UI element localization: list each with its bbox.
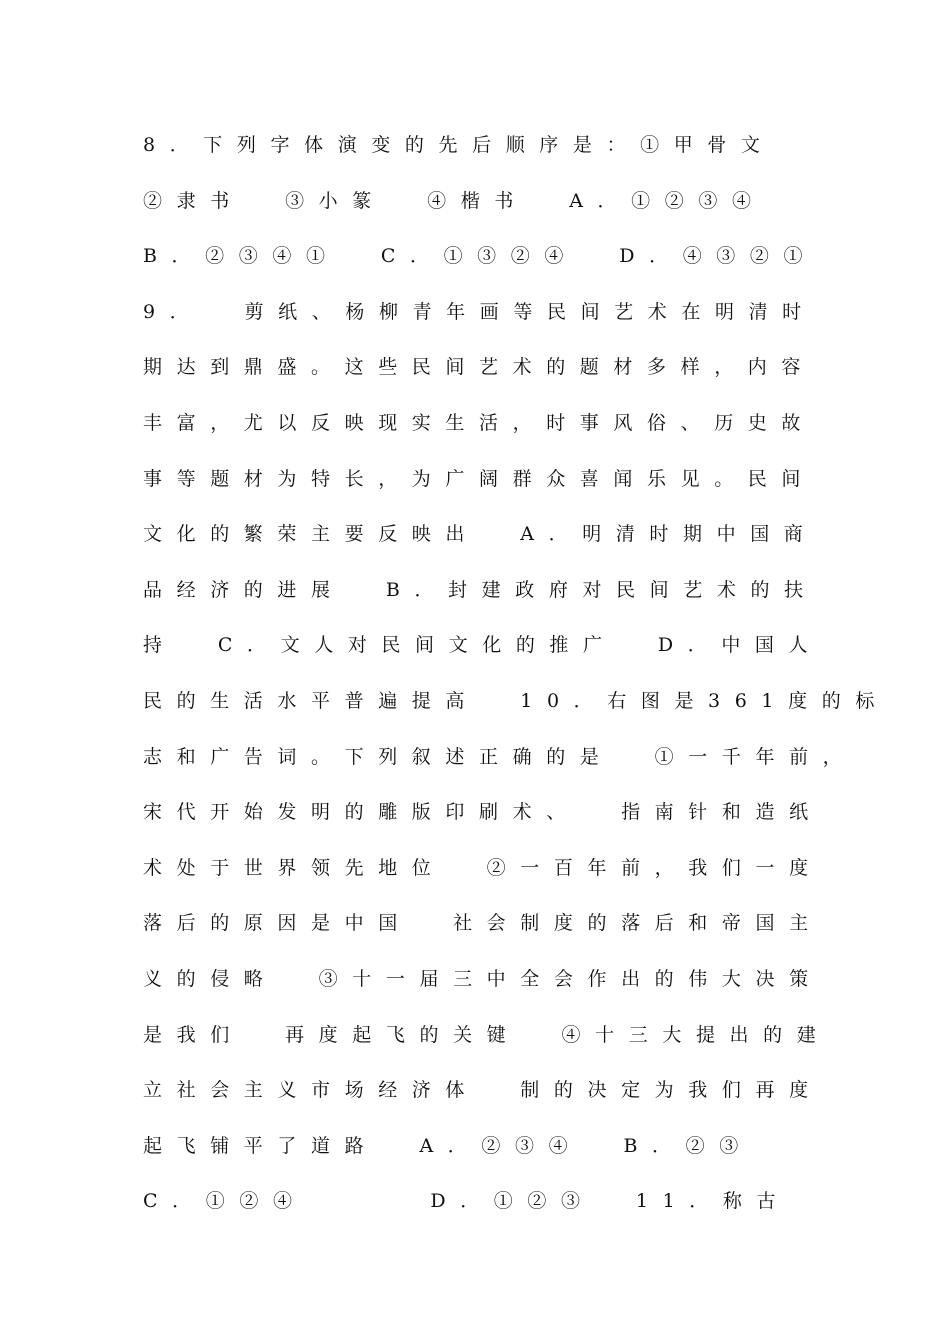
text-line: B．②③④① C．①③②④ D．④③②①: [143, 245, 818, 268]
text-line: 宋代开始发明的雕版印刷术、 指南针和造纸: [143, 801, 823, 824]
text-line: 义的侵略 ③十一届三中全会作出的伟大决策: [143, 967, 823, 990]
text-line: 立社会主义市场经济体 制的决定为我们再度: [143, 1079, 823, 1102]
text-line: 持 C．文人对民间文化的推广 D．中国人: [143, 634, 823, 657]
text-line: 落后的原因是中国 社会制度的落后和帝国主: [143, 912, 823, 935]
text-line: 期达到鼎盛。这些民间艺术的题材多样，内容: [143, 356, 816, 379]
text-line: 8．下列字体演变的先后顺序是：①甲骨文: [143, 134, 775, 156]
text-line: 事等题材为特长，为广阔群众喜闻乐见。民间: [143, 467, 816, 490]
text-line: 民的生活水平普遍提高 10．右图是361度的标: [143, 689, 889, 712]
text-line: 志和广告词。下列叙述正确的是 ①一千年前，: [143, 745, 857, 768]
text-line: 品经济的进展 B．封建政府对民间艺术的扶: [143, 578, 818, 601]
text-line: 起飞铺平了道路 A．②③④ B．②③: [143, 1134, 753, 1157]
text-line: C．①②④ D．①②③ 11．称古: [143, 1190, 791, 1213]
question-text-block: [143, 127, 889, 1239]
text-line: 丰富，尤以反映现实生活，时事风俗、历史故: [143, 411, 816, 434]
text-line: ②隶书 ③小篆 ④楷书 A．①②③④: [143, 189, 766, 212]
text-line: 文化的繁荣主要反映出 A．明清时期中国商: [143, 523, 818, 546]
text-line: 9． 剪纸、杨柳青年画等民间艺术在明清时: [143, 300, 816, 323]
text-line: 术处于世界领先地位 ②一百年前，我们一度: [143, 856, 823, 879]
text-line: 是我们 再度起飞的关键 ④十三大提出的建: [143, 1023, 831, 1046]
